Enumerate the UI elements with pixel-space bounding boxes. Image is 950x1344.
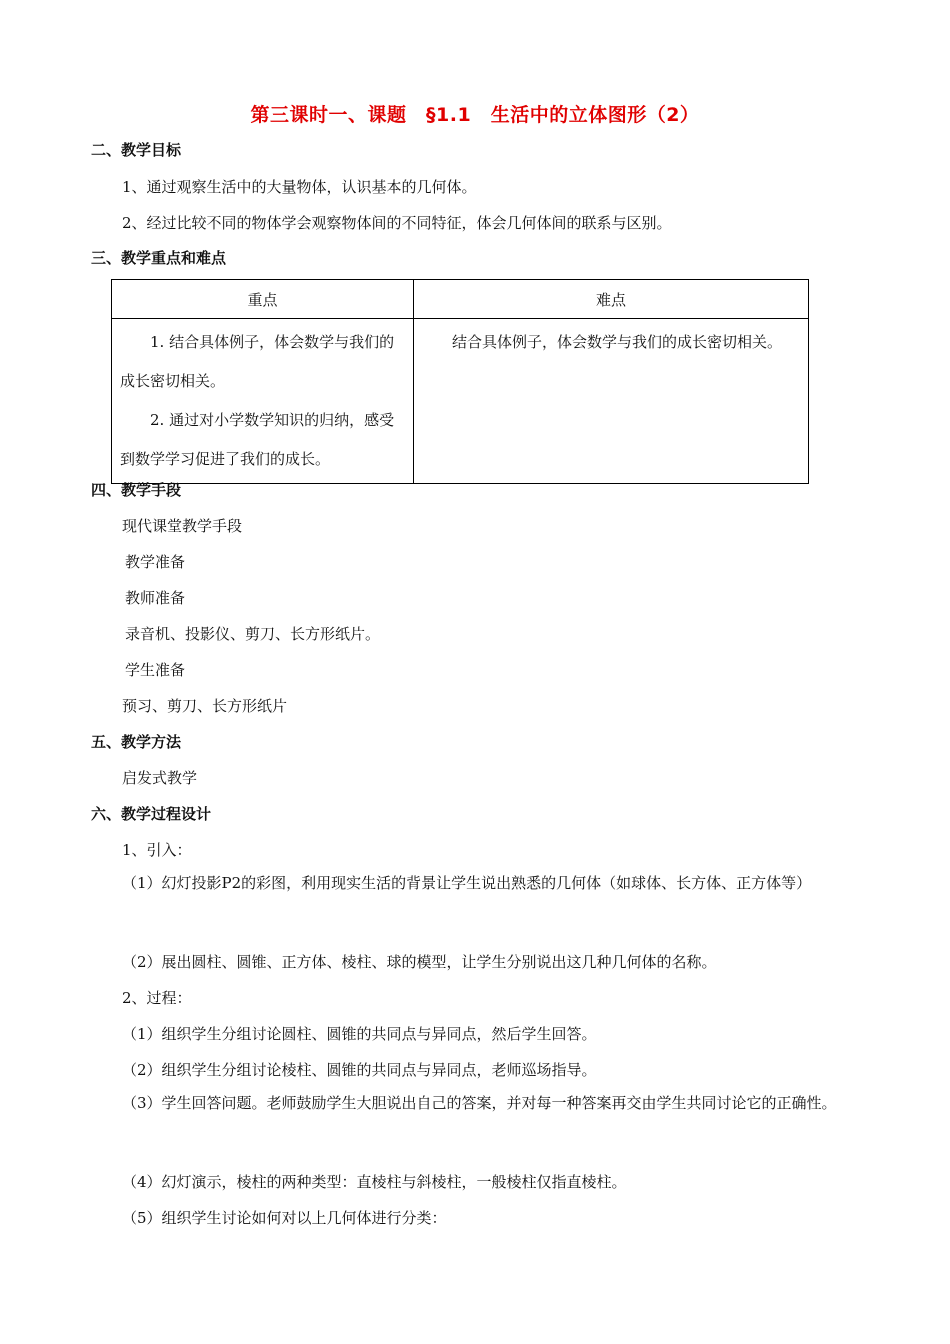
key-points-cell <box>112 319 414 484</box>
table-header-row <box>112 280 809 319</box>
means-line: 录音机、投影仪、剪刀、长方形纸片。 <box>125 625 381 643</box>
means-line: 学生准备 <box>125 661 186 679</box>
process-paragraph: （2）展出圆柱、圆锥、正方体、棱柱、球的模型，让学生分别说出这几种几何体的名称。 <box>122 953 717 971</box>
process-paragraph: （5）组织学生讨论如何对以上几何体进行分类： <box>122 1209 447 1227</box>
difficulty-cell <box>414 319 809 484</box>
method-text: 启发式教学 <box>122 769 198 787</box>
table-header-key: 重点 <box>112 280 414 319</box>
table-header-difficulty: 难点 <box>414 280 809 319</box>
key-difficult-table <box>111 279 809 484</box>
process-paragraph: （3）学生回答问题。老师鼓励学生大胆说出自己的答案，并对每一种答案再交由学生共同讨论它的正确性。 <box>122 1094 837 1112</box>
process-paragraph: （4）幻灯演示，棱柱的两种类型：直棱柱与斜棱柱，一般棱柱仅指直棱柱。 <box>122 1173 627 1191</box>
section-heading-method: 五、教学方法 <box>91 733 182 751</box>
process-paragraph: （1）幻灯投影P2的彩图，利用现实生活的背景让学生说出熟悉的几何体（如球体、长方体、正方体等） <box>122 874 812 892</box>
section-heading-key-points: 三、教学重点和难点 <box>91 249 227 267</box>
goal-item: 1、通过观察生活中的大量物体，认识基本的几何体。 <box>122 178 477 196</box>
difficulty-item: 结合具体例子，体会数学与我们的成长密切相关。 <box>452 333 783 351</box>
means-line: 现代课堂教学手段 <box>122 517 243 535</box>
key-point-item: 2. 通过对小学数学知识的归纳，感受到数学学习促进了我们的成长。 <box>120 411 395 468</box>
document-title: 第三课时一、课题 §1.1 生活中的立体图形（2） <box>250 104 700 126</box>
process-intro: 1、引入： <box>122 841 192 859</box>
process-step-heading: 2、过程： <box>122 989 192 1007</box>
section-heading-process: 六、教学过程设计 <box>91 805 212 823</box>
means-line: 教学准备 <box>125 553 186 571</box>
process-paragraph: （2）组织学生分组讨论棱柱、圆锥的共同点与异同点，老师巡场指导。 <box>122 1061 597 1079</box>
section-heading-means: 四、教学手段 <box>91 481 182 499</box>
means-line: 教师准备 <box>125 589 186 607</box>
table-row <box>112 319 809 484</box>
key-point-item: 1. 结合具体例子，体会数学与我们的成长密切相关。 <box>120 333 395 390</box>
goal-item: 2、经过比较不同的物体学会观察物体间的不同特征，体会几何体间的联系与区别。 <box>122 214 672 232</box>
means-line: 预习、剪刀、长方形纸片 <box>122 697 288 715</box>
section-heading-goals: 二、教学目标 <box>91 141 182 159</box>
process-paragraph: （1）组织学生分组讨论圆柱、圆锥的共同点与异同点，然后学生回答。 <box>122 1025 597 1043</box>
